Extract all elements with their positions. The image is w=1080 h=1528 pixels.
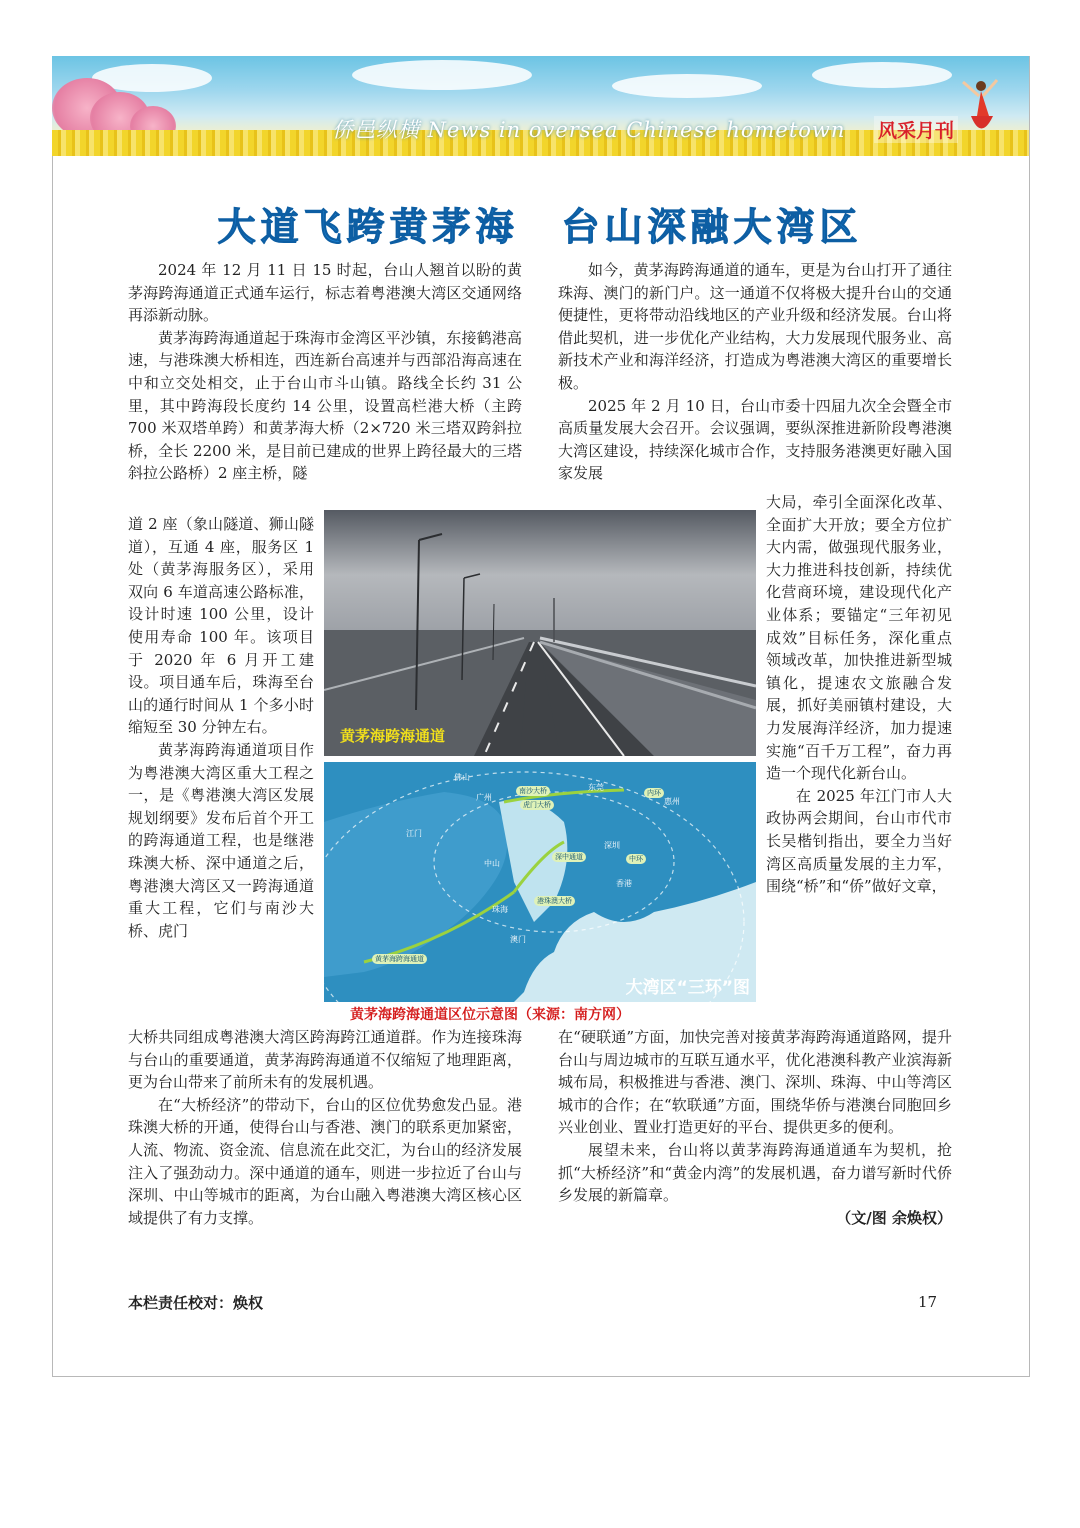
paragraph: 道 2 座（象山隧道、狮山隧道），互通 4 座，服务区 1 处（黄茅海服务区），采用双向 6 车道高速公路标准，设计时速 100 公里，设计使用寿命 100 年。该项目于 2020 年 6 月开工建设。项目通车后，珠海至台山的通行时间从 1 个多小时缩短至 30 分钟左右。 [128,515,314,737]
map-tag-humen: 虎门大桥 [520,800,554,810]
page-number: 17 [918,1293,938,1311]
map-label-zhongshan: 中山 [484,859,500,868]
map-tag-neihuan: 内环 [644,788,664,798]
magazine-brand: 风采月刊 [874,116,958,143]
map-caption: 黄茅海跨海通道区位示意图（来源：南方网） [350,1007,630,1023]
footer-editor: 本栏责任校对：焕权 [128,1294,264,1312]
map-label-huizhou: 惠州 [664,797,680,806]
paragraph: 大局，牵引全面深化改革、全面扩大开放；要全方位扩大内需，做强现代服务业，大力推进科技创新，持续优化营商环境，建设现代化产业体系；要锚定“三年初见成效”目标任务，深化重点领域改革，加快推进新型城镇化，提速农文旅融合发展，抓好美丽镇村建设，大力发展海洋经济，加力提速实施“百千万工程”，奋力再造一个现代化新台山。 [766,493,952,783]
map-label-zhuhai: 珠海 [492,905,508,914]
location-map [324,762,756,1002]
map-label-hongkong: 香港 [616,879,632,888]
dancer-icon [959,76,999,146]
map-label-shenzhen: 深圳 [604,841,620,850]
paragraph: 2024 年 12 月 11 日 15 时起，台山人翘首以盼的黄茅海跨海通道正式通车运行，标志着粤港澳大湾区交通网络再添新动脉。 [128,261,522,325]
map-tag-hzm: 港珠澳大桥 [534,896,575,906]
right-text-bottom [558,1026,952,1229]
paragraph: 在“大桥经济”的带动下，台山的区位优势愈发凸显。港珠澳大桥的开通，使得台山与香港、澳门的联系更加紧密，人流、物流、资金流、信息流在此交汇，为台山的经济发展注入了强劲动力。深中通道的通车，则进一步拉近了台山与深圳、中山等城市的距离，为台山融入粤港澳大湾区核心区域提供了有力支撑。 [128,1095,522,1227]
paragraph: 黄茅海跨海通道项目作为粤港澳大湾区重大工程之一，是《粤港澳大湾区发展规划纲要》发布后首个开工的跨海通道工程，也是继港珠澳大桥、深中通道之后，粤港澳大湾区又一跨海通道重大工程，它们与南沙大桥、虎门 [128,740,314,940]
byline: （文/图 余焕权） [836,1208,952,1227]
paragraph: 展望未来，台山将以黄茅海跨海通道通车为契机，抢抓“大桥经济”和“黄金内湾”的发展机遇，奋力谱写新时代侨乡发展的新篇章。 [558,1140,952,1205]
banner-title: 侨邑纵横 News in oversea Chinese hometown [332,118,846,142]
left-text-narrow [128,513,314,942]
map-title: 大湾区“三环”图 [625,978,750,998]
paragraph: 2025 年 2 月 10 日，台山市委十四届九次全会暨全市高质量发展大会召开。会议强调，要纵深推进新阶段粤港澳大湾区建设，持续深化城市合作，支持服务港澳更好融入国家发展 [558,396,952,483]
article-headline: 大道飞跨黄茅海 台山深融大湾区 [217,205,863,249]
map-tag-huangmaohai: 黄茅海跨海通道 [372,954,427,964]
left-text-top [128,259,522,485]
paragraph: 在 2025 年江门市人大政协两会期间，台山市代市长吴楷钊指出，要全力当好湾区高质量发展的主力军，围绕“桥”和“侨”做好文章， [766,786,952,896]
map-tag-shenzhong: 深中通道 [552,852,586,862]
paragraph: 在“硬联通”方面，加快完善对接黄茅海跨海通道路网，提升台山与周边城市的互联互通水平，优化港澳科教产业滨海新城布局，积极推进与香港、澳门、深圳、珠海、中山等湾区城市的合作；在“软联通”方面，围绕华侨与港澳台同胞回乡兴业创业、置业打造更好的平台、提供更多的便利。 [558,1028,952,1137]
photo-caption: 黄茅海跨海通道 [340,727,446,745]
header-banner [52,56,1029,156]
left-text-bottom [128,1026,522,1229]
map-illustration [324,762,756,1002]
bridge-photo [324,510,756,756]
right-text-narrow [766,491,952,898]
map-label-jiangmen: 江门 [406,829,422,838]
map-tag-zhonghuan: 中环 [626,854,646,864]
paragraph: 大桥共同组成粤港澳大湾区跨海跨江通道群。作为连接珠海与台山的重要通道，黄茅海跨海通道不仅缩短了地理距离，更为台山带来了前所未有的发展机遇。 [128,1028,522,1092]
paragraph: 如今，黄茅海跨海通道的通车，更是为台山打开了通往珠海、澳门的新门户。这一通道不仅将极大提升台山的交通便捷性，更将带动沿线地区的产业升级和经济发展。台山将借此契机，进一步优化产业结构，大力发展现代服务业、高新技术产业和海洋经济，打造成为粤港澳大湾区的重要增长极。 [558,261,952,392]
paragraph: 黄茅海跨海通道起于珠海市金湾区平沙镇，东接鹤港高速，与港珠澳大桥相连，西连新台高速并与西部沿海高速在中和立交处相交，止于台山市斗山镇。路线全长约 31 公里，其中跨海段长度约 14 公里，设置高栏港大桥（主跨 700 米双塔单跨）和黄茅海大桥（2×720 米三塔双跨斜拉桥，全长 2200 米，是目前已建成的世界上跨径最大的三塔斜拉公路桥）2 座主桥，隧 [128,328,522,483]
map-tag-nansha: 南沙大桥 [516,786,550,796]
map-label-macau: 澳门 [510,935,526,944]
map-label-dongguan: 东莞 [588,783,604,792]
right-text-top [558,259,952,485]
map-label-foshan: 佛山 [454,773,470,782]
bridge-road-illustration [324,510,756,756]
map-label-guangzhou: 广州 [476,793,492,802]
